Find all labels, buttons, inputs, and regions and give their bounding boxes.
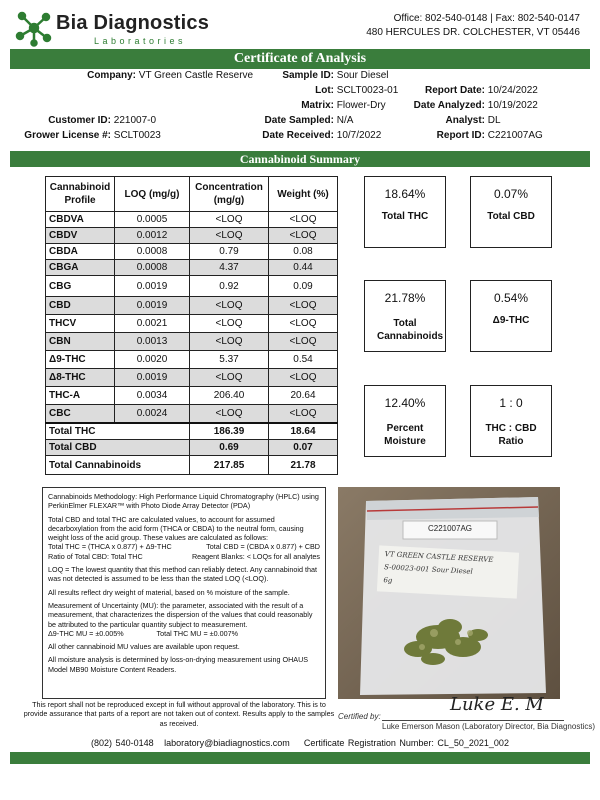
footer-cert-number: Certificate Registration Number: CL_50_2021_002 <box>303 738 509 748</box>
cell-loq: 0.0021 <box>115 315 190 333</box>
total-weight: 0.07 <box>269 440 338 456</box>
company-value: VT Green Castle Reserve <box>138 70 254 81</box>
date-received-label: Date Received: <box>262 130 334 141</box>
cell-concentration: 0.92 <box>190 276 269 297</box>
cell-loq: 0.0020 <box>115 351 190 369</box>
lab-logo <box>14 8 210 50</box>
total-row <box>46 440 338 456</box>
sample-bag-image <box>338 487 560 699</box>
report-date-value: 10/24/2022 <box>487 85 538 96</box>
cell-weight: 0.44 <box>269 260 338 276</box>
cell-weight: <LOQ <box>269 315 338 333</box>
cell-weight: <LOQ <box>269 297 338 315</box>
lot-value: SCLT0023-01 <box>336 85 399 96</box>
cell-loq: 0.0005 <box>115 212 190 228</box>
table-row <box>46 369 338 387</box>
certified-by-label: Certified by: <box>338 712 381 721</box>
total-name: Total CBD <box>46 440 190 456</box>
cell-concentration: <LOQ <box>190 297 269 315</box>
cell-name: CBC <box>46 405 115 424</box>
table-row <box>46 276 338 297</box>
total-concentration: 0.69 <box>190 440 269 456</box>
report-id-value: C221007AG <box>487 130 543 141</box>
cell-concentration: 206.40 <box>190 387 269 405</box>
method-mu: Measurement of Uncertainty (MU): the parameter, associated with the result of a measurement, that characterizes the dispersion of the values that could reasonably be attributed to the particular quantity subject to measurement. <box>48 600 313 629</box>
analyst-label: Analyst: <box>445 115 485 126</box>
report-date-label: Report Date: <box>424 85 485 96</box>
cell-name: THC-A <box>46 387 115 405</box>
formula-cbd: Total CBD = (CBDA x 0.877) + CBD <box>206 542 320 552</box>
cannabinoid-summary-title: Cannabinoid Summary <box>10 151 590 167</box>
col-header-loq: LOQ (mg/g) <box>115 177 190 212</box>
matrix-value: Flower-Dry <box>336 100 386 111</box>
cell-name: CBDVA <box>46 212 115 228</box>
cell-loq: 0.0008 <box>115 260 190 276</box>
method-dry-weight: All results reflect dry weight of material, based on % moisture of the sample. <box>48 587 290 597</box>
total-row <box>46 456 338 475</box>
col-header-concentration: Concentration (mg/g) <box>190 177 269 212</box>
customer-id-row <box>20 113 156 128</box>
handwritten-line-3: 6g <box>383 576 393 585</box>
total-thc-label: Total THC <box>381 211 429 222</box>
moisture-label: Percent Moisture <box>384 423 426 447</box>
total-cbd-label: Total CBD <box>487 211 535 222</box>
signature: Luke E. M <box>450 694 544 715</box>
sample-id-value: Sour Diesel <box>336 70 389 81</box>
cell-weight: <LOQ <box>269 212 338 228</box>
cell-name: THCV <box>46 315 115 333</box>
sample-photo <box>338 487 560 699</box>
certificate-title: Certificate of Analysis <box>10 49 590 69</box>
cell-concentration: 0.79 <box>190 244 269 260</box>
delta9-thc-box <box>470 280 552 352</box>
date-sampled-label: Date Sampled: <box>264 115 334 126</box>
cell-loq: 0.0008 <box>115 244 190 260</box>
total-weight: 21.78 <box>269 456 338 475</box>
grower-label: Grower License #: <box>24 130 111 141</box>
total-thc-value: 18.64% <box>384 187 426 201</box>
total-cannabinoids-box <box>364 280 446 352</box>
sample-tag: C221007AG <box>427 524 473 533</box>
mu-delta9: Δ9-THC MU = ±0.005% <box>48 628 124 638</box>
total-cbd-box <box>470 176 552 248</box>
ratio-label: THC : CBD Ratio <box>485 423 537 447</box>
grower-row <box>20 128 161 143</box>
cell-weight: 0.54 <box>269 351 338 369</box>
cell-name: CBG <box>46 276 115 297</box>
cell-concentration: <LOQ <box>190 369 269 387</box>
cell-concentration: 4.37 <box>190 260 269 276</box>
delta9-thc-value: 0.54% <box>493 291 529 305</box>
total-cbd-value: 0.07% <box>493 187 529 201</box>
total-concentration: 186.39 <box>190 423 269 440</box>
cell-weight: <LOQ <box>269 405 338 424</box>
date-sampled-value: N/A <box>336 115 354 126</box>
table-row <box>46 297 338 315</box>
footer-bar <box>10 752 590 764</box>
table-row <box>46 228 338 244</box>
reproduction-notice: This report shall not be reproduced except in full without approval of the laboratory. This is to provide assurance that parts of a report are not taken out of context. Results apply to the samples as received. <box>23 700 335 728</box>
cell-weight: 20.64 <box>269 387 338 405</box>
table-row <box>46 244 338 260</box>
cell-concentration: <LOQ <box>190 212 269 228</box>
phone-fax-line: Office: 802-540-0148 | Fax: 802-540-0147 <box>393 13 580 24</box>
signature-line <box>382 720 564 721</box>
method-moisture: All moisture analysis is determined by loss-on-drying measurement using OHAUS Model MB90 Moisture Content Readers. <box>48 655 309 674</box>
analyst-value: DL <box>487 115 501 126</box>
cell-weight: <LOQ <box>269 228 338 244</box>
lot-label: Lot: <box>315 85 334 96</box>
cell-weight: <LOQ <box>269 333 338 351</box>
cell-loq: 0.0013 <box>115 333 190 351</box>
report-id-label: Report ID: <box>436 130 485 141</box>
footer-contact <box>0 738 600 748</box>
date-analyzed-value: 10/19/2022 <box>487 100 538 111</box>
cannabinoid-table <box>45 176 338 475</box>
method-loq: LOQ = The lowest quantity that this method can reliably detect. Any cannabinoid that was not detected is assumed to be less than the stated LOQ (<LOQ). <box>48 565 317 584</box>
company-row <box>20 68 253 83</box>
cell-loq: 0.0024 <box>115 405 190 424</box>
table-row <box>46 333 338 351</box>
table-row <box>46 351 338 369</box>
cell-loq: 0.0034 <box>115 387 190 405</box>
total-cannabinoids-label: Total Cannabinoids <box>377 318 444 342</box>
grower-value: SCLT0023 <box>113 130 161 141</box>
cell-concentration: <LOQ <box>190 405 269 424</box>
col-header-profile: Cannabinoid Profile <box>46 177 115 212</box>
molecule-logo-icon <box>14 8 54 48</box>
table-header-row <box>46 177 338 212</box>
total-concentration: 217.85 <box>190 456 269 475</box>
methodology-box <box>42 487 326 699</box>
total-thc-box <box>364 176 446 248</box>
logo-name: Bia Diagnostics <box>56 12 210 34</box>
method-decarb: Total CBD and total THC are calculated values, to account for assumed decarboxylation from the acid form (THCA or CBDA) to the neutral form, causing weight loss of the acid group. These values are calculated as follows: <box>48 514 304 543</box>
cell-concentration: <LOQ <box>190 315 269 333</box>
mu-total-thc: Total THC MU = ±0.007% <box>156 628 238 638</box>
date-analyzed-label: Date Analyzed: <box>413 100 485 111</box>
reagent-blanks: Reagent Blanks: < LOQs for all analytes <box>191 551 320 561</box>
table-row <box>46 212 338 228</box>
footer-phone: (802) 540-0148 <box>91 738 154 748</box>
handwritten-line-2: S-00023-001 Sour Diesel <box>383 563 473 576</box>
ratio-box <box>470 385 552 457</box>
report-info-column <box>405 83 543 143</box>
sample-id-label: Sample ID: <box>282 70 334 81</box>
cell-weight: 0.08 <box>269 244 338 260</box>
total-row <box>46 423 338 440</box>
lab-contact <box>366 12 580 40</box>
cell-loq: 0.0019 <box>115 369 190 387</box>
customer-id-label: Customer ID: <box>48 115 111 126</box>
handwritten-label <box>383 548 494 593</box>
logo-subtitle: Laboratories <box>94 36 187 46</box>
date-received-value: 10/7/2022 <box>336 130 382 141</box>
table-row <box>46 315 338 333</box>
total-cannabinoids-value: 21.78% <box>384 291 426 305</box>
lab-address: 480 HERCULES DR. COLCHESTER, VT 05446 <box>366 27 580 38</box>
total-weight: 18.64 <box>269 423 338 440</box>
formula-thc: Total THC = (THCA x 0.877) + Δ9-THC <box>48 542 172 552</box>
cell-loq: 0.0012 <box>115 228 190 244</box>
cell-weight: 0.09 <box>269 276 338 297</box>
cell-name: CBDA <box>46 244 115 260</box>
signer-name: Luke Emerson Mason (Laboratory Director, Bia Diagnostics) <box>382 722 595 731</box>
table-row <box>46 260 338 276</box>
table-row <box>46 387 338 405</box>
ratio-note: Ratio of Total CBD: Total THC <box>48 551 143 561</box>
matrix-label: Matrix: <box>301 100 334 111</box>
method-other-mu: All other cannabinoid MU values are available upon request. <box>48 642 240 652</box>
method-hplc: Cannabinoids Methodology: High Performance Liquid Chromatography (HPLC) using PerkinElmer FLEXAR™ with Photo Diode Array Detector (PDA) <box>48 492 319 511</box>
cell-name: CBGA <box>46 260 115 276</box>
total-name: Total THC <box>46 423 190 440</box>
cell-name: CBN <box>46 333 115 351</box>
handwritten-line-1: VT GREEN CASTLE RESERVE <box>384 550 494 564</box>
cell-name: CBDV <box>46 228 115 244</box>
table-row <box>46 405 338 424</box>
cell-loq: 0.0019 <box>115 297 190 315</box>
company-label: Company: <box>87 70 136 81</box>
ratio-value: 1 : 0 <box>499 396 523 410</box>
cell-weight: <LOQ <box>269 369 338 387</box>
cell-concentration: 5.37 <box>190 351 269 369</box>
cell-name: Δ9-THC <box>46 351 115 369</box>
col-header-weight: Weight (%) <box>269 177 338 212</box>
sample-info-column <box>240 68 398 143</box>
moisture-box <box>364 385 446 457</box>
delta9-thc-label: Δ9-THC <box>492 315 530 326</box>
customer-id-value: 221007-0 <box>113 115 157 126</box>
cell-name: Δ8-THC <box>46 369 115 387</box>
total-name: Total Cannabinoids <box>46 456 190 475</box>
cell-name: CBD <box>46 297 115 315</box>
cell-concentration: <LOQ <box>190 228 269 244</box>
cell-loq: 0.0019 <box>115 276 190 297</box>
moisture-value: 12.40% <box>384 396 426 410</box>
footer-email: laboratory@biadiagnostics.com <box>164 738 290 748</box>
cell-concentration: <LOQ <box>190 333 269 351</box>
